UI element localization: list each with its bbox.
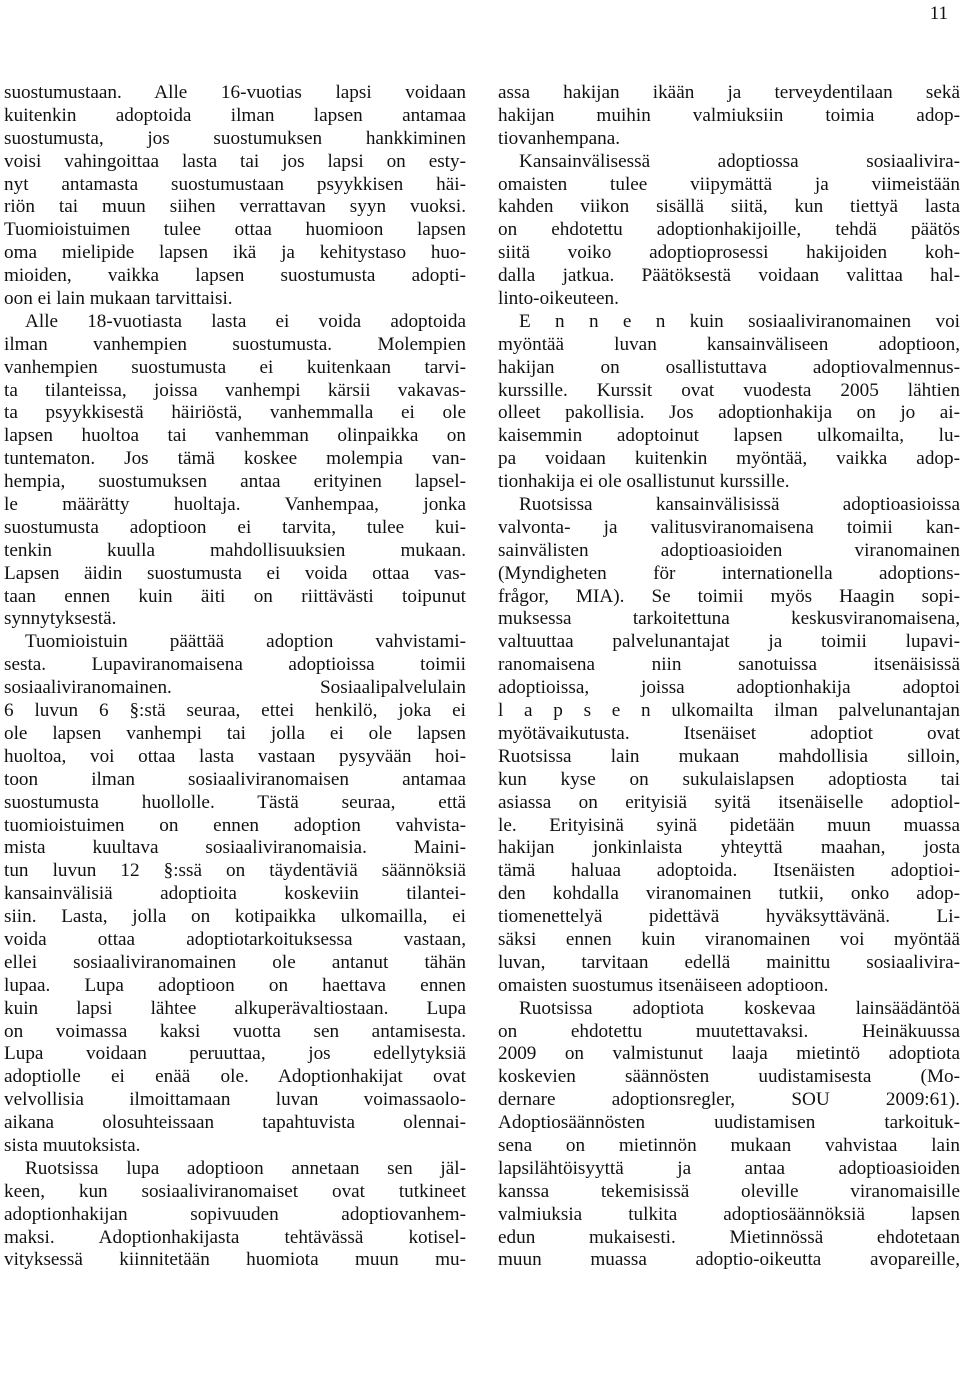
text-line: suostumustaan. Alle 16-vuotias lapsi voidaan <box>4 82 466 103</box>
text-line: maksi. Adoptionhakijasta tehtävässä kotisel- <box>4 1226 466 1248</box>
text-line: tenkin kuulla mahdollisuuksien mukaan. <box>4 539 466 561</box>
text-line: hakijan muihin valmiuksiin toimia adop- <box>498 104 960 126</box>
text-line: taan ennen kuin äiti on riittävästi toipunut <box>4 585 466 607</box>
text-line: oma mielipide lapsen ikä ja kehitystaso huo- <box>4 242 466 264</box>
text-line: tionhakija ei ole osallistunut kurssille. <box>498 471 790 493</box>
text-line: voisi vahingoittaa lasta tai jos lapsi on esty- <box>4 150 466 172</box>
text-line: kansainvälisiä adoptioita koskeviin tilantei- <box>4 883 466 905</box>
text-line: dernare adoptionsregler, SOU 2009:61). <box>498 1089 960 1111</box>
right-text-column <box>498 82 960 1272</box>
text-line: suostumusta, jos suostumuksen hankkiminen <box>4 127 466 149</box>
text-line: riön tai muun siihen verrattavan syyn vuoksi. <box>4 196 466 218</box>
text-line: hakijan on osallistuttava adoptiovalmennus- <box>498 356 960 378</box>
text-line: tämä haluaa adoptoida. Itsenäisten adoptioi- <box>498 860 960 882</box>
text-line: muun muassa adoptio-oikeutta avopareille, <box>498 1249 960 1271</box>
text-line: valtuuttaa palvelunantajat ja toimii lupavi- <box>498 631 960 653</box>
text-line: aikana olosuhteissaan tapahtuvista olennai- <box>4 1112 466 1134</box>
text-line: ranomaisena niin sanotuissa itsenäisissä <box>498 654 960 676</box>
text-line: kuitenkin adoptoida ilman lapsen antamaa <box>4 104 466 126</box>
text-line: mista kuultava sosiaaliviranomaisia. Maini- <box>4 837 466 859</box>
text-line: suostumusta adoptioon ei tarvita, tulee kui- <box>4 516 466 538</box>
text-line: asiassa on erityisiä syitä itsenäiselle adoptiol- <box>498 791 960 813</box>
text-line: ellei sosiaaliviranomainen ole antanut tähän <box>4 951 466 973</box>
text-line: assa hakijan ikään ja terveydentilaan sekä <box>498 82 960 103</box>
text-line: siin. Lasta, jolla on kotipaikka ulkomailla, ei <box>4 906 466 928</box>
text-line: säksi ennen kuin viranomainen voi myöntää <box>498 928 960 950</box>
text-line: ilman vanhempien suostumusta. Molempien <box>4 333 466 355</box>
text-line: siitä voiko adoptioprosessi hakijoiden koh- <box>498 242 960 264</box>
text-line: kun kyse on sukulaislapsen adoptiosta tai <box>498 768 960 790</box>
text-line: voida ottaa adoptiotarkoituksessa vastaan, <box>4 928 466 950</box>
text-line: ta tilanteissa, joissa vanhempi kärsii vakavas- <box>4 379 466 401</box>
text-line: Lupa voidaan peruuttaa, jos edellytyksiä <box>4 1043 466 1065</box>
text-line: on ehdotettu adoptionhakijoille, tehdä päätös <box>498 219 960 241</box>
text-line: suostumusta huollolle. Tästä seuraa, että <box>4 791 466 813</box>
text-line: hempia, suostumuksen antaa erityinen lapsel- <box>4 471 466 493</box>
text-line: adoptionhakijan sopivuuden adoptiovanhem- <box>4 1203 466 1225</box>
text-line: hakijan jonkinlaista yhteyttä maahan, josta <box>498 837 960 859</box>
text-line: Adoptiosäännösten uudistamisen tarkoituk- <box>498 1112 960 1134</box>
text-line: ole lapsen vanhempi tai jolla ei ole lapsen <box>4 722 466 744</box>
text-line: valmiuksia tulkita adoptiosäännöksiä lapsen <box>498 1203 960 1225</box>
text-line: sista muutoksista. <box>4 1134 141 1156</box>
text-line: le. Erityisinä syinä pidetään muun muassa <box>498 814 960 836</box>
text-line: tiovanhempana. <box>498 127 621 149</box>
text-line: on ehdotettu muutettavaksi. Heinäkuussa <box>498 1020 960 1042</box>
text-line: luvan, tarvitaan edellä mainittu sosiaalivira- <box>498 951 960 973</box>
text-line: 2009 on valmistunut laaja mietintö adoptiota <box>498 1043 960 1065</box>
text-line: omaisten tulee viipymättä ja viimeistään <box>498 173 960 195</box>
text-line: sainvälisten adoptioasioiden viranomainen <box>498 539 960 561</box>
text-line: pa voidaan kuitenkin myöntää, vaikka adop- <box>498 448 960 470</box>
text-line: sena on mietinnön mukaan vahvistaa lain <box>498 1134 960 1156</box>
text-line: edun mukaisesti. Mietinnössä ehdotetaan <box>498 1226 960 1248</box>
text-line: myötävaikutusta. Itsenäiset adoptiot ovat <box>498 722 960 744</box>
text-line: toon ilman sosiaaliviranomaisen antamaa <box>4 768 466 790</box>
text-line: linto-oikeuteen. <box>498 288 619 310</box>
text-line: kaisemmin adoptoinut lapsen ulkomailta, lu- <box>498 425 960 447</box>
text-line: vanhempien suostumusta ei kuitenkaan tarvi- <box>4 356 466 378</box>
text-line: tuntematon. Jos tämä koskee molempia van- <box>4 448 466 470</box>
text-line: Ruotsissa lupa adoptioon annetaan sen jäl- <box>25 1157 466 1179</box>
text-line: synnytyksestä. <box>4 608 117 630</box>
text-line: Tuomioistuimen tulee ottaa huomioon lapsen <box>4 219 466 241</box>
text-line: tuomioistuimen on ennen adoption vahvista- <box>4 814 466 836</box>
text-line: 6 luvun 6 §:stä seuraa, ettei henkilö, joka ei <box>4 700 466 722</box>
text-line: ta psyykkisestä häiriöstä, vanhemmalla ei ole <box>4 402 466 424</box>
text-line: kahden viikon sisällä siitä, kun tiettyä lasta <box>498 196 960 218</box>
text-line: lapsilähtöisyyttä ja antaa adoptioasioiden <box>498 1157 960 1179</box>
text-line: tiomenettelyä pidettävä hyväksyttävänä. Li- <box>498 906 960 928</box>
text-line: Alle 18-vuotiasta lasta ei voida adoptoida <box>25 310 466 332</box>
text-line: E n n e n kuin sosiaaliviranomainen voi <box>519 310 960 332</box>
text-line: Lapsen äidin suostumusta ei voida ottaa vas- <box>4 562 466 584</box>
text-line: le määrätty huoltaja. Vanhempaa, jonka <box>4 494 466 516</box>
text-line: kuin lapsi lähtee alkuperävaltiostaan. Lupa <box>4 997 466 1019</box>
text-line: velvollisia ilmoittamaan luvan voimassaolo- <box>4 1089 466 1111</box>
left-text-column <box>4 82 466 1272</box>
text-line: Kansainvälisessä adoptiossa sosiaalivira- <box>519 150 960 172</box>
text-line: muksessa tarkoitettuna keskusviranomaisena, <box>498 608 960 630</box>
text-line: myöntää luvan kansainväliseen adoptioon, <box>498 333 960 355</box>
text-line: frågor, MIA). Se toimii myös Haagin sopi- <box>498 585 960 607</box>
text-line: olleet pakollisia. Jos adoptionhakija on jo ai- <box>498 402 960 424</box>
text-line: keen, kun sosiaaliviranomaiset ovat tutkineet <box>4 1180 466 1202</box>
text-line: nyt antamasta suostumustaan psyykkisen häi- <box>4 173 466 195</box>
text-line: huoltoa, voi ottaa lasta vastaan pysyvään hoi- <box>4 745 466 767</box>
text-line: den kohdalla viranomainen tutkii, onko adop- <box>498 883 960 905</box>
text-line: oon ei lain mukaan tarvittaisi. <box>4 288 233 310</box>
text-line: kurssille. Kurssit ovat vuodesta 2005 lähtien <box>498 379 960 401</box>
text-line: on voimassa kaksi vuotta sen antamisesta. <box>4 1020 466 1042</box>
text-line: valvonta- ja valitusviranomaisena toimii kan- <box>498 516 960 538</box>
text-line: Ruotsissa kansainvälisissä adoptioasioissa <box>519 494 960 516</box>
text-line: tun luvun 12 §:ssä on täydentäviä säännöksiä <box>4 860 466 882</box>
text-line: adoptioissa, joissa adoptionhakija adoptoi <box>498 677 960 699</box>
text-line: Tuomioistuin päättää adoption vahvistami- <box>25 631 466 653</box>
text-line: lupaa. Lupa adoptioon on haettava ennen <box>4 974 466 996</box>
text-line: kanssa tekemisissä oleville viranomaisille <box>498 1180 960 1202</box>
text-line: sesta. Lupaviranomaisena adoptioissa toimii <box>4 654 466 676</box>
text-line: mioiden, vaikka lapsen suostumusta adopti- <box>4 265 466 287</box>
text-line: adoptiolle ei enää ole. Adoptionhakijat ovat <box>4 1066 466 1088</box>
text-line: sosiaaliviranomainen. Sosiaalipalvelulain <box>4 677 466 699</box>
text-line: l a p s e n ulkomailta ilman palvelunantajan <box>498 700 960 722</box>
text-line: vityksessä kiinnitetään huomiota muun mu- <box>4 1249 466 1271</box>
text-line: lapsen huoltoa tai vanhemman olinpaikka on <box>4 425 466 447</box>
page-number: 11 <box>929 3 948 24</box>
text-line: dalla jatkua. Päätöksestä voidaan valittaa hal- <box>498 265 960 287</box>
text-line: koskevien säännösten uudistamisesta (Mo- <box>498 1066 960 1088</box>
text-line: Ruotsissa lain mukaan mahdollisia silloin, <box>498 745 960 767</box>
text-line: Ruotsissa adoptiota koskevaa lainsäädäntöä <box>519 997 960 1019</box>
text-line: omaisten suostumus itsenäiseen adoptioon. <box>498 974 829 996</box>
text-line: (Myndigheten för internationella adoptions- <box>498 562 960 584</box>
